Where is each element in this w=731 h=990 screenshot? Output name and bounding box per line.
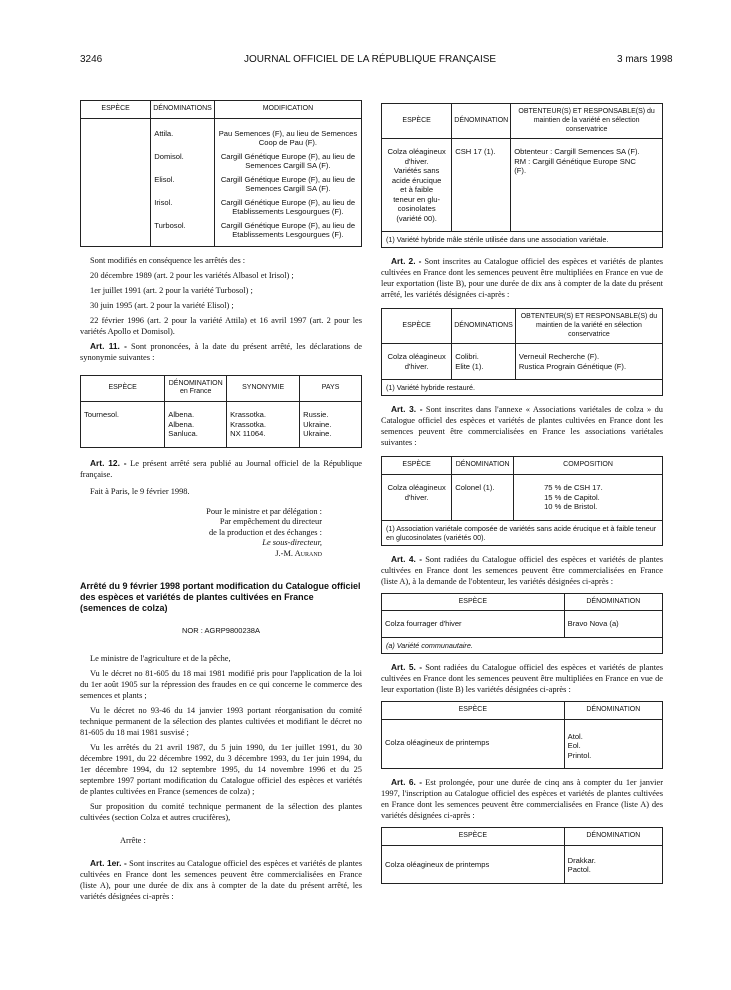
cell-line: Russie. (303, 410, 329, 420)
denomination-cell: CSH 17 (1). (452, 139, 511, 232)
inscription-table-a (381, 103, 663, 248)
table-row (81, 196, 362, 219)
denomination-cell: Elisol. (151, 173, 215, 196)
inscription-table-b (381, 308, 663, 396)
col-denomination: DÉNOMINATION (452, 457, 514, 475)
article-12 (80, 458, 362, 480)
col-espece: ESPÈCE (382, 827, 565, 845)
cell-line: 15 % de Capitol. (544, 492, 600, 502)
synonymie-cell (227, 402, 300, 447)
obtenteur-cell (515, 344, 662, 380)
cell-line: Variétés sans (393, 166, 440, 176)
left-column (80, 100, 362, 902)
col-espece: ESPÈCE (382, 701, 565, 719)
cell-line: (variété 00). (396, 213, 437, 223)
paragraph: Vu le décret no 93-46 du 14 janvier 1993 portant réorganisation du comité technique permanent de la sélection des plantes cultivées et modifiant le décret no 81-605 du 18 mai 1981 susvisé ; (80, 706, 362, 738)
cell-line: Sanluca. (168, 429, 198, 439)
cell-line: Albena. (168, 410, 195, 420)
cell-line: d'hiver. (404, 156, 429, 166)
col-denomination: DÉNOMINATION en France (165, 375, 227, 402)
signature-line: Pour le ministre et par délégation : (206, 506, 322, 516)
composition-cell (514, 475, 663, 520)
cell-line: teneur en glu- (393, 194, 441, 204)
paragraph: Le ministre de l'agriculture et de la pêche, (90, 654, 231, 664)
signature-line: Le sous-directeur, (262, 538, 322, 548)
cell-line: Printol. (567, 750, 592, 760)
denomination-cell: Attila. (151, 118, 215, 149)
denomination-cell: Turbosol. (151, 219, 215, 246)
espece-cell (382, 475, 452, 520)
col-espece: ESPÈCE (382, 593, 565, 611)
denomination-cell: Domisol. (151, 150, 215, 173)
table-row (81, 150, 362, 173)
paragraph: 30 juin 1995 (art. 2 pour la variété Elisol) ; (90, 300, 234, 310)
table-row (382, 344, 663, 380)
article-text: Sont inscrites au Catalogue officiel des espèces et variétés de plantes cultivées en France dont les semences peuvent être commercialisées en France (liste A), pour une durée de dix ans à compter de la date du présent arrêté, les variétés désignées ci-après : (80, 859, 362, 902)
association-table (381, 456, 663, 545)
article-label: Art. 12. - (90, 457, 127, 468)
col-obtenteur: OBTENTEUR(S) ET RESPONSABLE(S) du maintien de la variété en sélection conservatrice (511, 104, 663, 139)
cell-line: Drakkar. (567, 855, 596, 865)
col-espece: ESPÈCE (382, 309, 452, 344)
prolongation-table (381, 827, 663, 884)
article-label: Art. 6. - (391, 776, 423, 787)
table-note: (1) Variété hybride mâle stérile utilisée dans une association variétale. (382, 232, 663, 248)
signature-block (80, 507, 362, 560)
col-composition: COMPOSITION (514, 457, 663, 475)
article-text: Sont radiées du Catalogue officiel des espèces et variétés de plantes cultivées en France dont les semences peuvent être commercialisées en France (liste A), à la demande de l'obtenteur, les variétés désignées ci-après : (381, 554, 663, 586)
espece-cell (382, 139, 452, 232)
paragraph: 1er juillet 1991 (art. 2 pour la variété Turbosol) ; (90, 285, 253, 295)
cell-line: RM : Cargill Génétique Europe SNC (514, 156, 636, 166)
denomination-cell (452, 344, 516, 380)
col-denomination: DÉNOMINATION (564, 701, 662, 719)
obtenteur-cell (511, 139, 663, 232)
article-11 (80, 341, 362, 363)
article-3 (381, 404, 663, 448)
article-text: Sont inscrites dans l'annexe « Associations variétales de colza » du Catalogue officiel des espèces et variétés de plantes cultivées en France dont les semences peuvent être commercialisées en France les associations variétales suivantes : (381, 405, 663, 448)
radiation-table-a (381, 593, 663, 654)
signature-line: de la production et des échanges : (208, 527, 322, 537)
article-label: Art. 5. - (391, 661, 423, 672)
paragraph: Vu le décret no 81-605 du 18 mai 1981 modifié pris pour l'application de la loi du 1er août 1905 sur la répression des fraudes en ce qui concerne le commerce des semences et plants ; (80, 669, 362, 701)
cell-line: Colza oléagineux (387, 352, 446, 362)
article-5 (381, 662, 663, 695)
table-row (81, 173, 362, 196)
col-obtenteur: OBTENTEUR(S) ET RESPONSABLE(S) du maintien de la variété en sélection conservatrice (515, 309, 662, 344)
issue-date: 3 mars 1998 (617, 54, 673, 65)
table-row (382, 611, 663, 637)
cell-line: d'hiver. (404, 361, 429, 371)
article-6 (381, 777, 663, 821)
col-denomination: DÉNOMINATION (564, 827, 662, 845)
table-row (382, 475, 663, 520)
cell-line: 75 % de CSH 17. (544, 483, 603, 493)
article-label: Art. 3. - (391, 404, 423, 415)
pays-cell (300, 402, 362, 447)
cell-line: cosinolates (397, 204, 436, 214)
cell-line: Atol. (567, 731, 583, 741)
cell-line: Obtenteur : Cargill Semences SA (F). (514, 147, 640, 157)
right-column (381, 103, 663, 884)
denomination-cell (564, 719, 662, 768)
denomination-cell: Colonel (1). (452, 475, 514, 520)
cell-line: Colza oléagineux (387, 483, 446, 493)
cell-line: NX 11064. (230, 429, 266, 439)
col-espece: ESPÈCE (81, 375, 165, 402)
journal-title: JOURNAL OFFICIEL DE LA RÉPUBLIQUE FRANÇAISE (244, 54, 497, 65)
espece-cell (382, 344, 452, 380)
espece-cell: Colza oléagineux de printemps (382, 719, 565, 768)
espece-cell: Colza fourrager d'hiver (382, 611, 565, 637)
col-espece: ESPÈCE (81, 101, 151, 119)
signature-date: Fait à Paris, le 9 février 1998. (90, 486, 190, 496)
article-2 (381, 256, 663, 300)
table-row (81, 402, 362, 447)
paragraph: Vu les arrêtés du 21 avril 1987, du 5 juin 1990, du 1er juillet 1991, du 30 décembre 1991, du 22 décembre 1992, du 3 décembre 1993, du 1er juin 1994, du 1er décembre 1994, du 12 septembre 1995, du 14 novembre 1996 et du 25 septembre 1997 portant modification du Catalogue officiel des espèces et variétés de plantes cultivées en France (semences de colza) ; (80, 743, 362, 797)
cell-line: Rustica Prograin Génétique (F). (518, 361, 627, 371)
cell-line: (F). (514, 166, 527, 176)
table-row (382, 139, 663, 232)
modification-table (80, 100, 362, 247)
cell-line: Verneuil Recherche (F). (518, 352, 600, 362)
cell-line: acide érucique (391, 175, 442, 185)
article-label: Art. 1er. - (90, 858, 127, 869)
denomination-cell (564, 845, 662, 883)
cell-line: et à faible (400, 185, 434, 195)
decree-title: Arrêté du 9 février 1998 portant modification du Catalogue officiel des espèces et variétés de plantes cultivées en France (semences de colza) (80, 581, 361, 614)
article-text: Sont radiées du Catalogue officiel des espèces et variétés de plantes cultivées en France dont les semences peuvent être multipliées en France en vue de leur exportation (liste B) les variétés désignées ci-après : (381, 662, 663, 694)
col-pays: PAYS (300, 375, 362, 402)
synonymy-table (80, 375, 362, 448)
cell-line: Pactol. (567, 865, 591, 875)
modification-cell: Cargill Génétique Europe (F), au lieu de Etablissements Lesgourgues (F). (214, 196, 361, 219)
col-denomination: DÉNOMINATION (452, 104, 511, 139)
paragraph: 22 février 1996 (art. 2 pour la variété Attila) et 16 avril 1997 (art. 2 pour les variétés Apollo et Domisol). (80, 315, 362, 336)
cell-line: Albena. (168, 419, 195, 429)
espece-cell: Colza oléagineux de printemps (382, 845, 565, 883)
col-denominations: DÉNOMINATIONS (151, 101, 215, 119)
radiation-table-b (381, 701, 663, 769)
col-modification: MODIFICATION (214, 101, 361, 119)
table-row (81, 219, 362, 246)
col-denomination: DÉNOMINATION (564, 593, 662, 611)
cell-line: Elite (1). (455, 361, 484, 371)
page-number: 3246 (80, 54, 103, 65)
table-row (382, 719, 663, 768)
cell-line: 10 % de Bristol. (544, 502, 598, 512)
modification-cell: Cargill Génétique Europe (F), au lieu de Etablissements Lesgourgues (F). (214, 219, 361, 246)
col-denominations: DÉNOMINATIONS (452, 309, 516, 344)
denomination-cell: Bravo Nova (a) (564, 611, 662, 637)
article-text: Sont prononcées, à la date du présent arrêté, les déclarations de synonymie suivantes : (80, 341, 362, 362)
signatory-name: J.-M. Aurand (275, 548, 322, 558)
cell-line: Krassotka. (230, 410, 266, 420)
espece-cell: Tournesol. (81, 402, 165, 447)
col-espece: ESPÈCE (382, 104, 452, 139)
cell-line: d'hiver. (404, 492, 429, 502)
cell-line: Eol. (567, 741, 581, 751)
article-text: Sont inscrites au Catalogue officiel des espèces et variétés de plantes cultivées en France dont les semences peuvent être multipliées en France en vue de leur exportation (liste B), pour une durée de dix ans à compter de la date du présent arrêté, les variétés désignées ci-après : (381, 257, 663, 300)
nor-reference: NOR : AGRP9800238A (182, 626, 260, 636)
signature-line: Par empêchement du directeur (219, 517, 322, 527)
arrete-heading: Arrête : (120, 836, 146, 846)
article-4 (381, 554, 663, 587)
table-note: (a) Variété communautaire. (382, 637, 663, 653)
col-espece: ESPÈCE (382, 457, 452, 475)
denomination-cell: Irisol. (151, 196, 215, 219)
paragraph: 20 décembre 1989 (art. 2 pour les variétés Albasol et Irisol) ; (90, 270, 294, 280)
article-text: Le présent arrêté sera publié au Journal officiel de la République française. (80, 458, 362, 479)
article-label: Art. 2. - (391, 256, 422, 267)
cell-line: Krassotka. (230, 419, 266, 429)
paragraph: Sur proposition du comité technique permanent de la sélection des plantes cultivées (section Colza et autres crucifères), (80, 802, 362, 823)
cell-line: Ukraine. (303, 429, 332, 439)
col-synonymie: SYNONYMIE (227, 375, 300, 402)
cell-line: Colza oléagineux (387, 147, 446, 157)
cell-line: Colibri. (455, 352, 479, 362)
article-text: Est prolongée, pour une durée de cinq ans à compter du 1er janvier 1997, l'inscription au Catalogue officiel des espèces et variétés de plantes cultivées en France dont les semences peuvent être commercialisées en France (liste A) des variétés désignées ci-après : (381, 777, 663, 820)
article-1 (80, 858, 362, 902)
denomination-cell (165, 402, 227, 447)
table-row (382, 845, 663, 883)
table-note: (1) Association variétale composée de variétés sans acide érucique et à faible teneur en glucosinolates (variétés 00). (382, 520, 663, 545)
modification-cell: Pau Semences (F), au lieu de Semences Coop de Pau (F). (214, 118, 361, 149)
paragraph: Sont modifiés en conséquence les arrêtés des : (90, 255, 246, 265)
modification-cell: Cargill Génétique Europe (F), au lieu de Semences Cargill SA (F). (214, 150, 361, 173)
article-label: Art. 4. - (391, 553, 423, 564)
table-row (81, 118, 362, 149)
article-label: Art. 11. - (90, 340, 127, 351)
table-note: (1) Variété hybride restauré. (382, 380, 663, 396)
cell-line: Ukraine. (303, 419, 332, 429)
modification-cell: Cargill Génétique Europe (F), au lieu de Semences Cargill SA (F). (214, 173, 361, 196)
